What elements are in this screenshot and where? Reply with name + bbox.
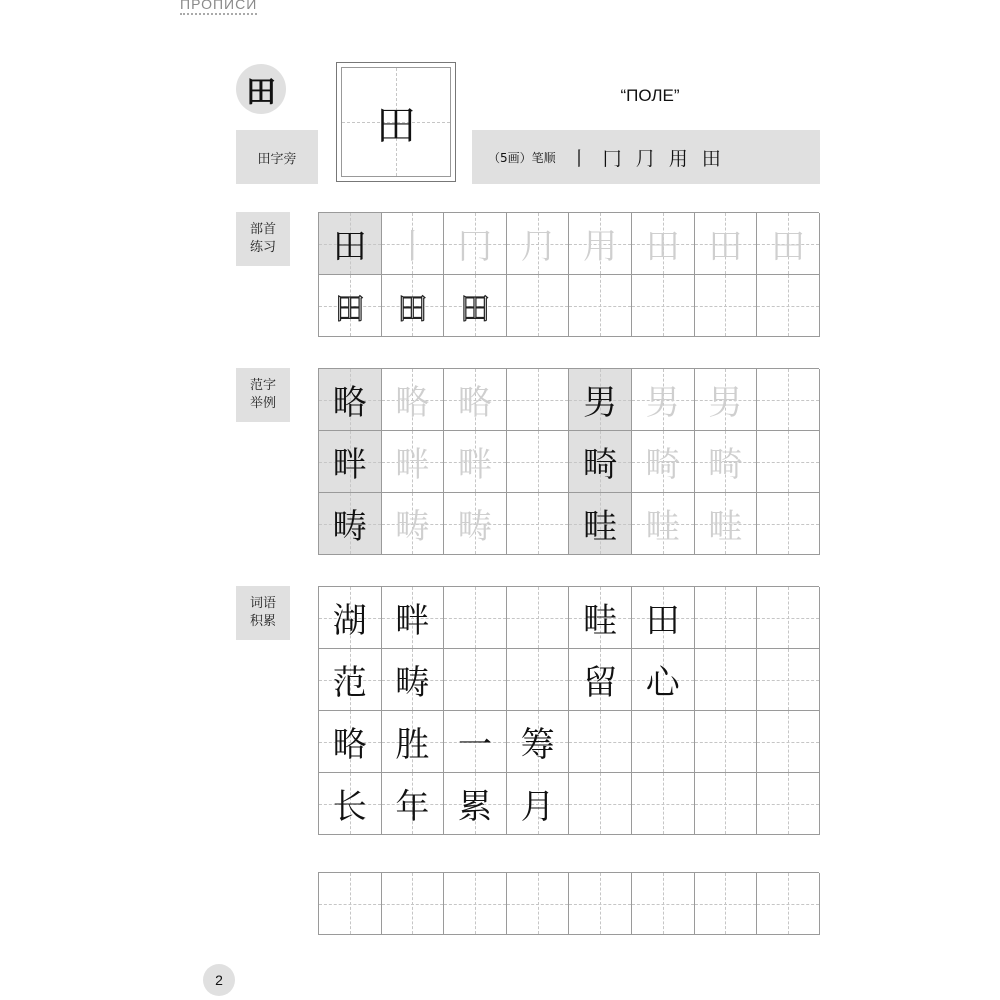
grid-cell <box>757 711 820 773</box>
grid-cell <box>444 587 507 649</box>
grid-cell <box>444 369 507 431</box>
radical-meaning: “ПОЛЕ” <box>620 86 680 105</box>
grid-cell <box>444 873 507 935</box>
practice-outline-char: 田 <box>397 291 428 327</box>
practice-stroke-trace: 用 <box>583 227 618 267</box>
grid-cell <box>507 431 570 493</box>
example-trace-char: 略 <box>395 383 430 423</box>
grid-cell <box>695 431 758 493</box>
grid-cell <box>569 275 632 337</box>
grid-cell <box>632 213 695 275</box>
grid-cell <box>569 369 632 431</box>
practice-stroke-trace: 田 <box>708 227 743 267</box>
grid-cell <box>757 493 820 555</box>
word-char: 畦 <box>583 601 618 641</box>
example-grid <box>318 368 819 555</box>
section-label-words: 词语 积累 <box>236 586 290 640</box>
grid-cell <box>695 587 758 649</box>
practice-stroke-trace: ⺆ <box>520 227 555 267</box>
word-char: 留 <box>583 663 618 703</box>
example-trace-char: 畔 <box>457 445 492 485</box>
example-trace-char: 畸 <box>645 445 680 485</box>
example-trace-char: 男 <box>708 383 743 423</box>
grid-cell <box>382 711 445 773</box>
example-model-char: 畦 <box>583 507 618 547</box>
grid-cell <box>757 873 820 935</box>
grid-cell <box>382 493 445 555</box>
example-model-char: 略 <box>332 383 367 423</box>
grid-cell <box>695 275 758 337</box>
section-label-examples: 范字 举例 <box>236 368 290 422</box>
stroke-order-bar <box>472 130 820 184</box>
stroke-step: 丨 <box>569 147 589 170</box>
grid-cell <box>632 493 695 555</box>
grid-cell <box>632 275 695 337</box>
words-grid <box>318 586 819 835</box>
grid-cell <box>695 773 758 835</box>
grid-cell <box>444 649 507 711</box>
practice-stroke-trace: 田 <box>645 227 680 267</box>
grid-cell <box>569 773 632 835</box>
grid-cell <box>382 773 445 835</box>
grid-cell <box>319 649 382 711</box>
example-trace-char: 畦 <box>708 507 743 547</box>
book-header-title: ПРОПИСИ <box>180 0 257 15</box>
grid-cell <box>507 493 570 555</box>
grid-cell <box>319 369 382 431</box>
grid-cell <box>695 711 758 773</box>
grid-cell <box>695 649 758 711</box>
word-char: 胜 <box>395 725 430 765</box>
grid-cell <box>569 873 632 935</box>
grid-cell <box>382 213 445 275</box>
word-char: 累 <box>457 787 492 827</box>
example-model-char: 畔 <box>332 445 367 485</box>
grid-cell <box>507 213 570 275</box>
grid-cell <box>569 649 632 711</box>
grid-cell <box>632 369 695 431</box>
grid-cell <box>382 369 445 431</box>
grid-cell <box>507 711 570 773</box>
grid-cell <box>569 213 632 275</box>
grid-cell <box>757 649 820 711</box>
practice-stroke-trace: 丨 <box>395 227 430 267</box>
grid-cell <box>507 587 570 649</box>
blank-practice-grid <box>318 872 819 935</box>
practice-outline-char: 田 <box>334 291 365 327</box>
grid-cell <box>507 275 570 337</box>
word-char: 月 <box>520 787 555 827</box>
word-char: 筹 <box>520 725 555 765</box>
grid-cell <box>382 873 445 935</box>
grid-cell <box>695 873 758 935</box>
grid-cell <box>569 431 632 493</box>
grid-cell <box>507 773 570 835</box>
grid-cell <box>319 275 382 337</box>
grid-cell <box>569 711 632 773</box>
grid-cell <box>382 431 445 493</box>
grid-cell <box>632 873 695 935</box>
example-trace-char: 畴 <box>395 507 430 547</box>
grid-cell <box>569 587 632 649</box>
grid-cell <box>319 587 382 649</box>
grid-cell <box>319 213 382 275</box>
example-trace-char: 畔 <box>395 445 430 485</box>
stroke-step: 用 <box>668 147 688 170</box>
section-label-practice: 部首 练习 <box>236 212 290 266</box>
grid-cell <box>444 431 507 493</box>
stroke-count-label: （5画）笔顺 <box>488 150 556 165</box>
practice-model-char: 田 <box>332 227 367 267</box>
practice-stroke-trace: 田 <box>770 227 805 267</box>
page-number: 2 <box>203 964 235 996</box>
example-trace-char: 男 <box>645 383 680 423</box>
grid-cell <box>757 431 820 493</box>
grid-cell <box>632 711 695 773</box>
example-trace-char: 畴 <box>457 507 492 547</box>
radical-circle: 田 <box>236 64 286 114</box>
grid-cell <box>319 493 382 555</box>
practice-outline-char: 田 <box>459 291 490 327</box>
word-char: 心 <box>645 663 680 703</box>
grid-cell <box>695 369 758 431</box>
grid-cell <box>444 773 507 835</box>
practice-grid <box>318 212 819 337</box>
grid-cell <box>632 649 695 711</box>
grid-cell <box>444 213 507 275</box>
grid-cell <box>695 213 758 275</box>
example-trace-char: 略 <box>457 383 492 423</box>
grid-cell <box>382 587 445 649</box>
stroke-step: 冂 <box>602 147 622 170</box>
grid-cell <box>632 431 695 493</box>
word-char: 畔 <box>395 601 430 641</box>
word-char: 略 <box>332 725 367 765</box>
example-trace-char: 畸 <box>708 445 743 485</box>
word-char: 一 <box>457 725 492 765</box>
radical-large-char: 田 <box>376 102 416 149</box>
grid-cell <box>757 587 820 649</box>
grid-cell <box>444 493 507 555</box>
grid-cell <box>444 711 507 773</box>
grid-cell <box>569 493 632 555</box>
stroke-step: 田 <box>701 147 721 170</box>
stroke-step: ⺆ <box>635 147 655 170</box>
grid-cell <box>319 873 382 935</box>
grid-cell <box>757 369 820 431</box>
grid-cell <box>444 275 507 337</box>
word-char: 年 <box>395 787 430 827</box>
grid-cell <box>382 275 445 337</box>
word-char: 湖 <box>332 601 367 641</box>
grid-cell <box>632 773 695 835</box>
grid-cell <box>757 275 820 337</box>
grid-cell <box>319 773 382 835</box>
example-model-char: 男 <box>583 383 618 423</box>
grid-cell <box>757 213 820 275</box>
example-model-char: 畴 <box>332 507 367 547</box>
grid-cell <box>382 649 445 711</box>
grid-cell <box>507 369 570 431</box>
grid-cell <box>632 587 695 649</box>
radical-name-label: 田字旁 <box>236 130 318 184</box>
example-model-char: 畸 <box>583 445 618 485</box>
example-trace-char: 畦 <box>645 507 680 547</box>
word-char: 长 <box>332 787 367 827</box>
practice-stroke-trace: 冂 <box>457 227 492 267</box>
word-char: 畴 <box>395 663 430 703</box>
word-char: 田 <box>645 601 680 641</box>
grid-cell <box>695 493 758 555</box>
grid-cell <box>319 711 382 773</box>
word-char: 范 <box>332 663 367 703</box>
grid-cell <box>757 773 820 835</box>
grid-cell <box>507 873 570 935</box>
radical-large-box <box>336 62 456 182</box>
grid-cell <box>507 649 570 711</box>
grid-cell <box>319 431 382 493</box>
